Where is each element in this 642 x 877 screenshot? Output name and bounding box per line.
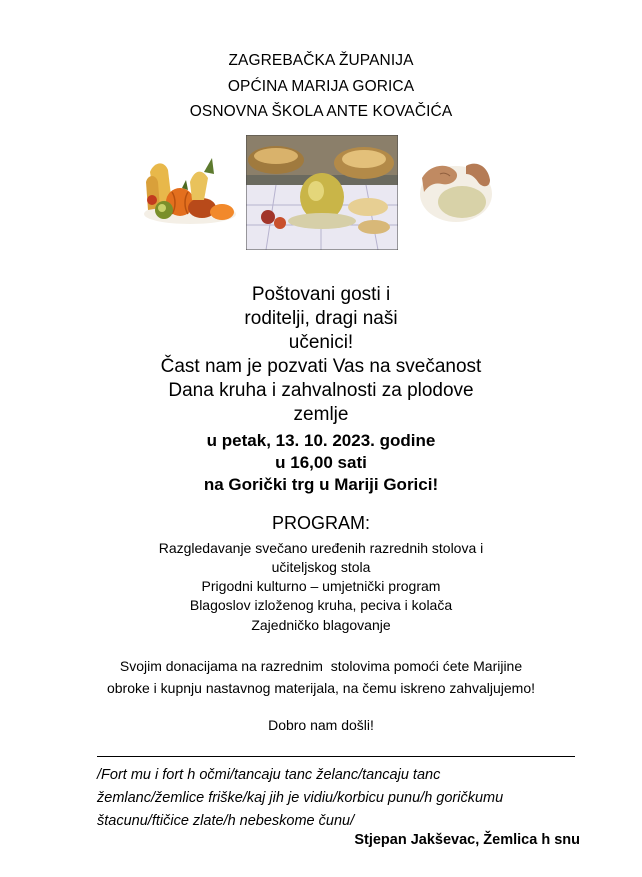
municipality-heading: OPĆINA MARIJA GORICA — [227, 78, 415, 95]
harvest-table-image — [246, 135, 398, 250]
program-item: Zajedničko blagovanje — [251, 617, 391, 633]
program-item: učiteljskog stola — [271, 559, 371, 575]
program-title: PROGRAM: — [271, 513, 370, 533]
event-date: u petak, 13. 10. 2023. godine — [206, 431, 436, 450]
event-time: u 16,00 sati — [275, 453, 367, 472]
greeting-line-1: Poštovani gosti i — [251, 284, 391, 305]
autumn-vegetables-image — [142, 152, 238, 226]
program-item: Prigodni kulturno – umjetnički program — [201, 578, 441, 594]
welcome-text: Dobro nam došli! — [268, 717, 374, 733]
event-place: na Gorički trg u Mariji Gorici! — [203, 475, 439, 494]
greeting-line-3: učenici! — [288, 332, 354, 353]
donation-line-1: Svojim donacijama na razrednim stolovima pomoći ćete Marijine — [119, 658, 523, 674]
poem-line-3: štacunu/ftičice zlate/h nebeskome čunu/ — [97, 813, 355, 829]
invitation-line-3: zemlje — [293, 404, 349, 425]
donation-line-2: obroke i kupnju nastavnog materijala, na čemu iskreno zahvaljujemo! — [106, 680, 535, 696]
school-heading: OSNOVNA ŠKOLA ANTE KOVAČIĆA — [189, 103, 453, 120]
program-item: Blagoslov izloženog kruha, peciva i kolača — [189, 597, 453, 613]
poem-line-1: /Fort mu i fort h očmi/tancaju tanc želanc/tancaju tanc — [97, 767, 441, 783]
hands-kneading-image — [416, 152, 494, 224]
poem-attribution: Stjepan Jakševac, Žemlica h snu — [354, 832, 580, 848]
greeting-line-2: roditelji, dragi naši — [244, 308, 398, 329]
program-item: Razgledavanje svečano uređenih razrednih stolova i — [158, 540, 484, 556]
invitation-line-1: Čast nam je pozvati Vas na svečanost — [160, 356, 482, 377]
divider-line — [97, 756, 575, 757]
invitation-line-2: Dana kruha i zahvalnosti za plodove — [168, 380, 474, 401]
county-heading: ZAGREBAČKA ŽUPANIJA — [228, 52, 414, 69]
poem-line-2: žemlanc/žemlice friške/kaj jih je vidiu/korbicu punu/h goričkumu — [97, 790, 504, 806]
